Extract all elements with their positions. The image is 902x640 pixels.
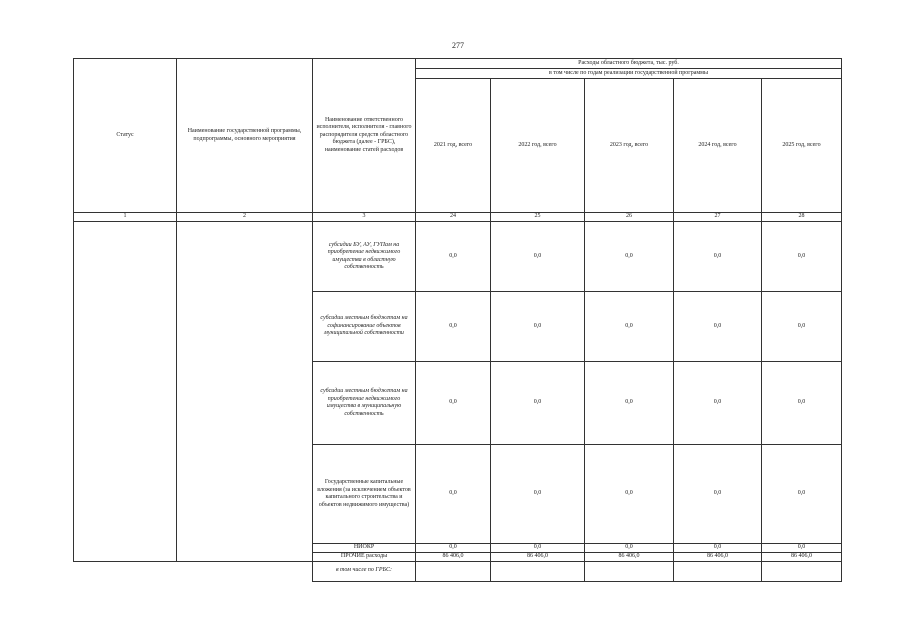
row-label: НИОКР bbox=[313, 544, 416, 553]
value-cell: 0,0 bbox=[762, 445, 842, 544]
value-cell bbox=[416, 561, 491, 581]
header-expenses-title: Расходы областного бюджета, тыс. руб. bbox=[416, 59, 842, 69]
table-row bbox=[74, 222, 842, 292]
header-status: Статус bbox=[74, 59, 177, 213]
row-label: ПРОЧИЕ расходы bbox=[313, 552, 416, 561]
value-cell: 0,0 bbox=[585, 222, 674, 292]
column-number: 27 bbox=[674, 213, 762, 222]
header-year-2021: 2021 год, всего bbox=[416, 79, 491, 213]
value-cell: 0,0 bbox=[674, 445, 762, 544]
header-year-2022: 2022 год, всего bbox=[491, 79, 585, 213]
value-cell bbox=[491, 561, 585, 581]
budget-table bbox=[73, 58, 842, 582]
value-cell: 0,0 bbox=[416, 544, 491, 553]
column-number: 2 bbox=[177, 213, 313, 222]
value-cell: 0,0 bbox=[674, 544, 762, 553]
value-cell: 0,0 bbox=[762, 222, 842, 292]
page-number: 277 bbox=[452, 41, 464, 50]
header-year-2024: 2024 год, всего bbox=[674, 79, 762, 213]
column-number: 28 bbox=[762, 213, 842, 222]
table-row bbox=[74, 561, 842, 581]
value-cell: 0,0 bbox=[674, 362, 762, 445]
row-label: субсидии местным бюджетам на софинансирование объектов муниципальной собственности bbox=[313, 292, 416, 362]
value-cell: 0,0 bbox=[674, 292, 762, 362]
value-cell: 0,0 bbox=[585, 445, 674, 544]
value-cell: 0,0 bbox=[491, 292, 585, 362]
value-cell: 0,0 bbox=[585, 362, 674, 445]
header-year-2025: 2025 год, всего bbox=[762, 79, 842, 213]
value-cell: 0,0 bbox=[491, 445, 585, 544]
row-label: Государственные капитальные вложения (за исключением объектов капитального строительства и объектов недвижимого имущества) bbox=[313, 445, 416, 544]
row-label: субсидии БУ, АУ, ГУПам на приобретение недвижимого имущества в областную собственность bbox=[313, 222, 416, 292]
value-cell: 0,0 bbox=[762, 544, 842, 553]
blank-cell bbox=[74, 561, 177, 581]
value-cell: 0,0 bbox=[762, 292, 842, 362]
value-cell: 0,0 bbox=[674, 222, 762, 292]
column-number: 1 bbox=[74, 213, 177, 222]
footer-note: в том числе по ГРБС: bbox=[313, 561, 416, 581]
value-cell: 0,0 bbox=[585, 292, 674, 362]
value-cell: 0,0 bbox=[416, 222, 491, 292]
value-cell bbox=[674, 561, 762, 581]
value-cell: 86 406,0 bbox=[585, 552, 674, 561]
value-cell bbox=[585, 561, 674, 581]
header-year-2023: 2023 год, всего bbox=[585, 79, 674, 213]
value-cell: 0,0 bbox=[585, 544, 674, 553]
column-numbers-row bbox=[74, 213, 842, 222]
status-cell bbox=[74, 222, 177, 562]
column-number: 26 bbox=[585, 213, 674, 222]
value-cell: 86 406,0 bbox=[674, 552, 762, 561]
blank-cell bbox=[177, 561, 313, 581]
value-cell: 0,0 bbox=[491, 544, 585, 553]
value-cell: 86 406,0 bbox=[491, 552, 585, 561]
program-name-cell bbox=[177, 222, 313, 562]
value-cell: 0,0 bbox=[416, 362, 491, 445]
column-number: 25 bbox=[491, 213, 585, 222]
value-cell: 0,0 bbox=[416, 445, 491, 544]
value-cell: 0,0 bbox=[762, 362, 842, 445]
value-cell: 0,0 bbox=[491, 362, 585, 445]
row-label: субсидии местным бюджетам на приобретение недвижимого имущества в муниципальную собственность bbox=[313, 362, 416, 445]
header-program-name: Наименование государственной программы, подпрограммы, основного мероприятия bbox=[177, 59, 313, 213]
header-by-years: в том числе по годам реализации государственной программы bbox=[416, 69, 842, 79]
value-cell: 0,0 bbox=[491, 222, 585, 292]
value-cell: 0,0 bbox=[416, 292, 491, 362]
header-executor: Наименование ответственного исполнителя, исполнителя - главного распорядителя средств областного бюджета (далее - ГРБС), наименование статей расходов bbox=[313, 59, 416, 213]
column-number: 3 bbox=[313, 213, 416, 222]
column-number: 24 bbox=[416, 213, 491, 222]
value-cell: 86 406,0 bbox=[416, 552, 491, 561]
value-cell bbox=[762, 561, 842, 581]
value-cell: 86 406,0 bbox=[762, 552, 842, 561]
